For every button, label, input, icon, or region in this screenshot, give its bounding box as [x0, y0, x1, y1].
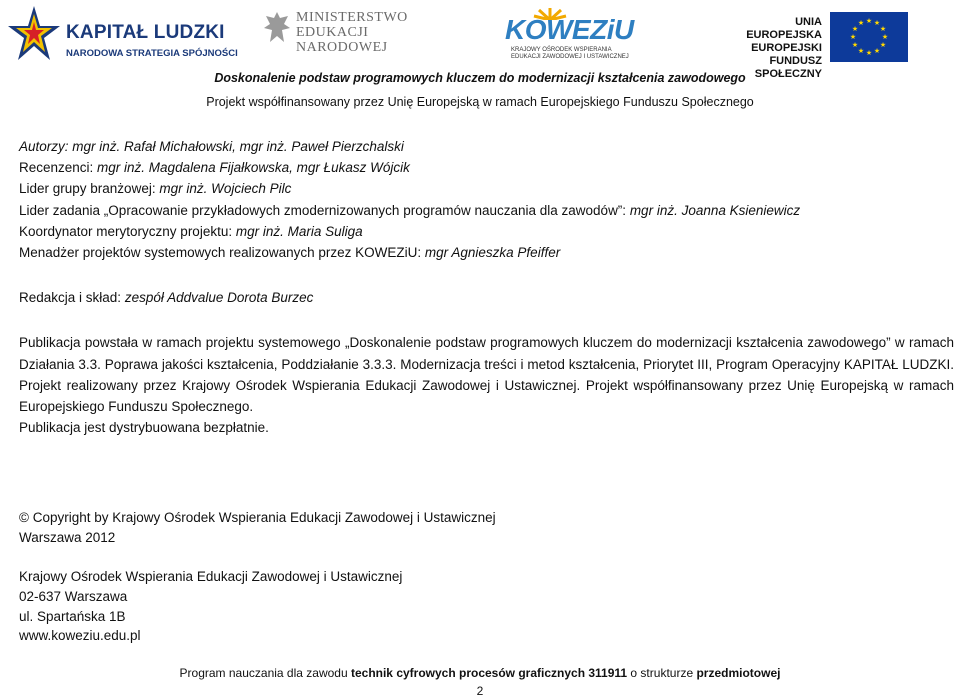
authors-line: [19, 136, 954, 157]
unia-europejska-logo: [718, 12, 958, 80]
footer-profession: technik cyfrowych procesów graficznych 311911: [350, 666, 628, 680]
footer-prefix: Program nauczania dla zawodu: [179, 666, 351, 680]
koweziu-sub2: EDUKACJI ZAWODOWEJ I USTAWICZNEJ: [511, 54, 629, 60]
authors-value: mgr inż. Rafał Michałowski, mgr inż. Paweł Pierzchalski: [68, 139, 404, 154]
address-block: [19, 567, 402, 646]
task-leader-line: [19, 200, 954, 221]
svg-text:★: ★: [873, 19, 881, 27]
eu-flag-icon: [830, 12, 908, 62]
unia-line3: FUNDUSZ SPOŁECZNY: [754, 55, 822, 80]
group-leader-value: mgr inż. Wojciech Pilc: [155, 181, 292, 197]
svg-text:★: ★: [857, 47, 865, 55]
svg-text:★: ★: [879, 25, 887, 33]
svg-text:★: ★: [865, 49, 873, 57]
koweziu-name: [505, 14, 634, 46]
ministerstwo-line3: NARODOWEJ: [296, 40, 388, 55]
koweziu-subtitle: [511, 47, 629, 61]
koweziu-logo: [505, 6, 655, 62]
koweziu-name-a: KOWEZ: [505, 14, 607, 45]
unia-line1: UNIA EUROPEJSKA: [746, 16, 822, 41]
editing-line: [19, 287, 954, 308]
credits-section: [19, 136, 954, 438]
coordinator-value: mgr inż. Maria Suliga: [232, 223, 363, 239]
svg-text:★: ★: [873, 47, 881, 55]
reviewers-label: Recenzenci:: [19, 160, 94, 176]
address-postal: 02-637 Warszawa: [19, 588, 128, 604]
ministerstwo-line2: EDUKACJI: [296, 25, 369, 40]
kapital-ludzki-title: KAPITAŁ LUDZKI: [66, 22, 225, 43]
reviewers-line: [19, 157, 954, 178]
kapital-ludzki-star-icon: [6, 4, 62, 64]
reviewers-value: mgr inż. Magdalena Fijałkowska, mgr Łukasz Wójcik: [93, 160, 410, 176]
task-leader-label: Lider zadania „Opracowanie przykładowych zmodernizowanych programów nauczania dla zawodów”:: [19, 202, 627, 218]
manager-line: [19, 242, 954, 263]
svg-text:★: ★: [851, 25, 859, 33]
manager-value: mgr Agnieszka Pfeiffer: [421, 245, 561, 261]
svg-text:★: ★: [849, 33, 857, 41]
manager-label: Menadżer projektów systemowych realizowanych przez KOWEZiU:: [19, 245, 422, 261]
ministerstwo-line1: MINISTERSTWO: [296, 10, 408, 25]
svg-text:★: ★: [865, 17, 873, 25]
group-leader-label: Lider grupy branżowej:: [19, 181, 156, 197]
ministerstwo-logo: [262, 6, 422, 62]
editing-label: Redakcja i skład:: [19, 290, 122, 306]
copyright-text: © Copyright by Krajowy Ośrodek Wspierania Edukacji Zawodowej i Ustawicznej: [19, 510, 496, 525]
koweziu-name-b: iU: [606, 14, 634, 45]
kapital-ludzki-logo: [6, 4, 238, 64]
ministerstwo-text: [296, 10, 408, 55]
koweziu-sub1: KRAJOWY OŚRODEK WSPIERANIA: [511, 47, 612, 53]
authors-label: Autorzy:: [19, 139, 69, 154]
copyright-block: [19, 508, 496, 548]
editing-value: zespół Addvalue Dorota Burzec: [121, 290, 314, 306]
header-cofinancing: Projekt współfinansowany przez Unię Europejską w ramach Europejskiego Funduszu Społecznego: [206, 95, 754, 109]
svg-text:★: ★: [879, 41, 887, 49]
kapital-ludzki-subtitle: NARODOWA STRATEGIA SPÓJNOŚCI: [66, 48, 238, 59]
coordinator-line: [19, 221, 954, 242]
svg-text:★: ★: [857, 19, 865, 27]
eagle-icon: [262, 8, 292, 52]
group-leader-line: [19, 178, 954, 199]
publication-paragraph: Publikacja powstała w ramach projektu systemowego „Doskonalenie podstaw programowych kluczem do modernizacji kształcenia zawodowego” w ramach Działania 3.3. Poprawa jakości kształcenia, Poddziałanie 3.3.3. Modernizacja treści i metod kształcenia, Priorytet III, Program Operacyjny KAPITAŁ LUDZKI. Projekt realizowany przez Krajowy Ośrodek Wspierania Edukacji Zawodowej i Ustawicznej. Projekt współfinansowany przez Unię Europejską w ramach Europejskiego Funduszu Społecznego.: [19, 335, 954, 415]
footer-middle: o strukturze: [627, 666, 697, 680]
footer-structure: przedmiotowej: [696, 666, 781, 680]
page-footer: [0, 666, 960, 680]
address-web: www.koweziu.edu.pl: [19, 628, 141, 644]
svg-text:★: ★: [851, 41, 859, 49]
header-project-title: Doskonalenie podstaw programowych kluczem do modernizacji kształcenia zawodowego: [214, 71, 746, 85]
svg-text:★: ★: [881, 33, 889, 41]
unia-line2: EUROPEJSKI: [751, 42, 822, 54]
publication-free-note: Publikacja jest dystrybuowana bezpłatnie.: [19, 420, 269, 436]
task-leader-value: mgr inż. Joanna Ksieniewicz: [626, 202, 801, 218]
address-street: ul. Spartańska 1B: [19, 608, 126, 624]
page-number: 2: [476, 684, 484, 698]
copyright-place-year: Warszawa 2012: [19, 530, 116, 545]
address-org: Krajowy Ośrodek Wspierania Edukacji Zawodowej i Ustawicznej: [19, 569, 403, 584]
coordinator-label: Koordynator merytoryczny projektu:: [19, 223, 233, 239]
